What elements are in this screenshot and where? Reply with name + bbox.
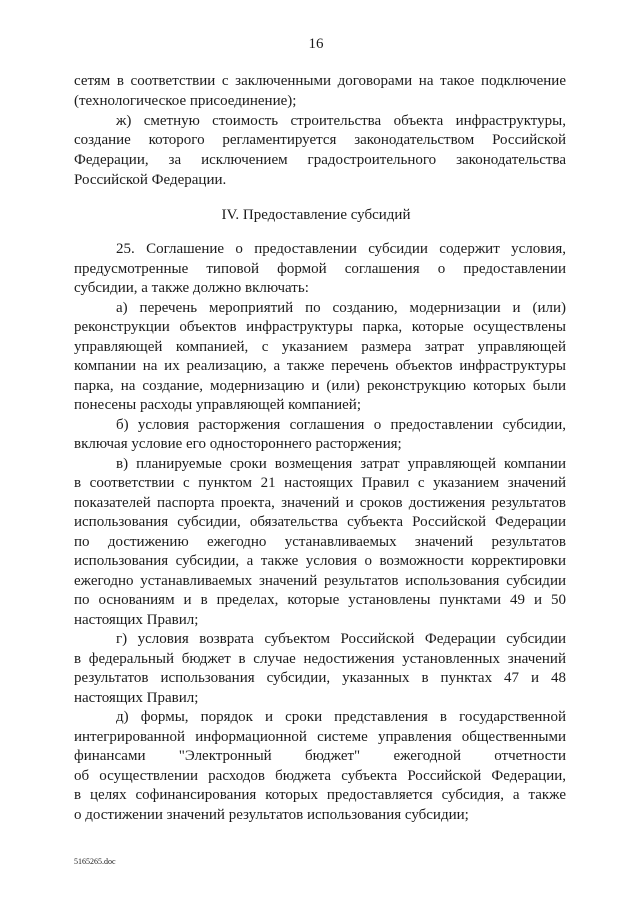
text-line: (технологическое присоединение); bbox=[74, 92, 297, 109]
text-line: об осуществлении расходов бюджета субъекта Российской Федерации, bbox=[74, 767, 566, 784]
text-line: сетям в соответствии с заключенными договорами на такое подключение bbox=[74, 73, 566, 89]
text-line: в соответствии с пунктом 21 настоящих Правил с указанием значений bbox=[74, 475, 566, 491]
text-line: по основаниям и в пределах, которые установлены пунктами 49 и 50 bbox=[74, 592, 566, 608]
text-line: б) условия расторжения соглашения о предоставлении субсидии, bbox=[116, 416, 566, 433]
text-line: г) условия возврата субъектом Российской Федерации субсидии bbox=[116, 631, 566, 647]
section-paragraph-3 bbox=[74, 416, 566, 455]
text-line: в федеральный бюджет в случае недостижения установленных значений bbox=[74, 650, 566, 667]
text-line: использования субсидии, обязательства субъекта Российской Федерации bbox=[74, 514, 566, 530]
text-line: управляющей компанией, с указанием размера затрат управляющей bbox=[74, 338, 566, 355]
text-line: настоящих Правил; bbox=[74, 611, 199, 628]
text-line: ежегодно устанавливаемых значений результатов использования субсидии bbox=[74, 572, 566, 589]
text-line: результатов использования субсидии, указанных в пунктах 47 и 48 bbox=[74, 670, 566, 686]
text-line: реконструкции объектов инфраструктуры парка, которые осуществлены bbox=[74, 319, 566, 335]
text-line: а) перечень мероприятий по созданию, модернизации и (или) bbox=[116, 299, 566, 316]
text-line: д) формы, порядок и сроки представления в государственной bbox=[116, 709, 566, 725]
text-line: в целях софинансирования которых предоставляется субсидия, а также bbox=[74, 787, 566, 803]
section-paragraph-5 bbox=[74, 630, 566, 708]
document-file-code: 5165265.doc bbox=[74, 857, 116, 866]
intro-paragraph-1 bbox=[74, 72, 566, 112]
text-line: предусмотренные типовой формой соглашения о предоставлении bbox=[74, 260, 566, 277]
section-paragraph-6 bbox=[74, 708, 566, 825]
text-line: субсидии, а также должно включать: bbox=[74, 280, 309, 296]
section-paragraph-2 bbox=[74, 299, 566, 416]
text-line: интегрированной информационной системе управления общественными bbox=[74, 728, 566, 745]
text-line: Федерации, за исключением градостроительного законодательства bbox=[74, 152, 566, 169]
text-line: в) планируемые сроки возмещения затрат управляющей компании bbox=[116, 455, 566, 472]
section-heading: IV. Предоставление субсидий bbox=[221, 207, 411, 223]
text-line: 25. Соглашение о предоставлении субсидии содержит условия, bbox=[116, 241, 566, 257]
intro-paragraph-2 bbox=[74, 112, 566, 191]
text-line: о достижении значений результатов использования субсидии; bbox=[74, 806, 469, 823]
section-paragraph-1 bbox=[74, 240, 566, 299]
text-line: парка, на создание, модернизацию и (или) реконструкцию которых были bbox=[74, 377, 566, 394]
section-paragraph-4 bbox=[74, 455, 566, 631]
text-line: показателей паспорта проекта, значений и сроков достижения результатов bbox=[74, 494, 566, 511]
section-text-block bbox=[74, 240, 566, 825]
text-line: ж) сметную стоимость строительства объекта инфраструктуры, bbox=[116, 112, 566, 129]
text-line: Российской Федерации. bbox=[74, 171, 227, 188]
text-line: создание которого регламентируется законодательством Российской bbox=[74, 132, 566, 149]
text-line: включая условие его одностороннего расторжения; bbox=[74, 436, 402, 452]
text-line: понесены расходы управляющей компанией; bbox=[74, 397, 361, 413]
text-line: по достижению ежегодно устанавливаемых значений результатов bbox=[74, 533, 566, 550]
text-line: использования субсидии, а также условия о возможности корректировки bbox=[74, 553, 566, 569]
intro-text-block bbox=[74, 72, 566, 191]
text-line: настоящих Правил; bbox=[74, 689, 199, 706]
page-number: 16 bbox=[308, 36, 324, 52]
text-line: финансами "Электронный бюджет" ежегодной отчетности bbox=[74, 748, 566, 764]
text-line: компании на их реализацию, а также перечень объектов инфраструктуры bbox=[74, 358, 566, 374]
